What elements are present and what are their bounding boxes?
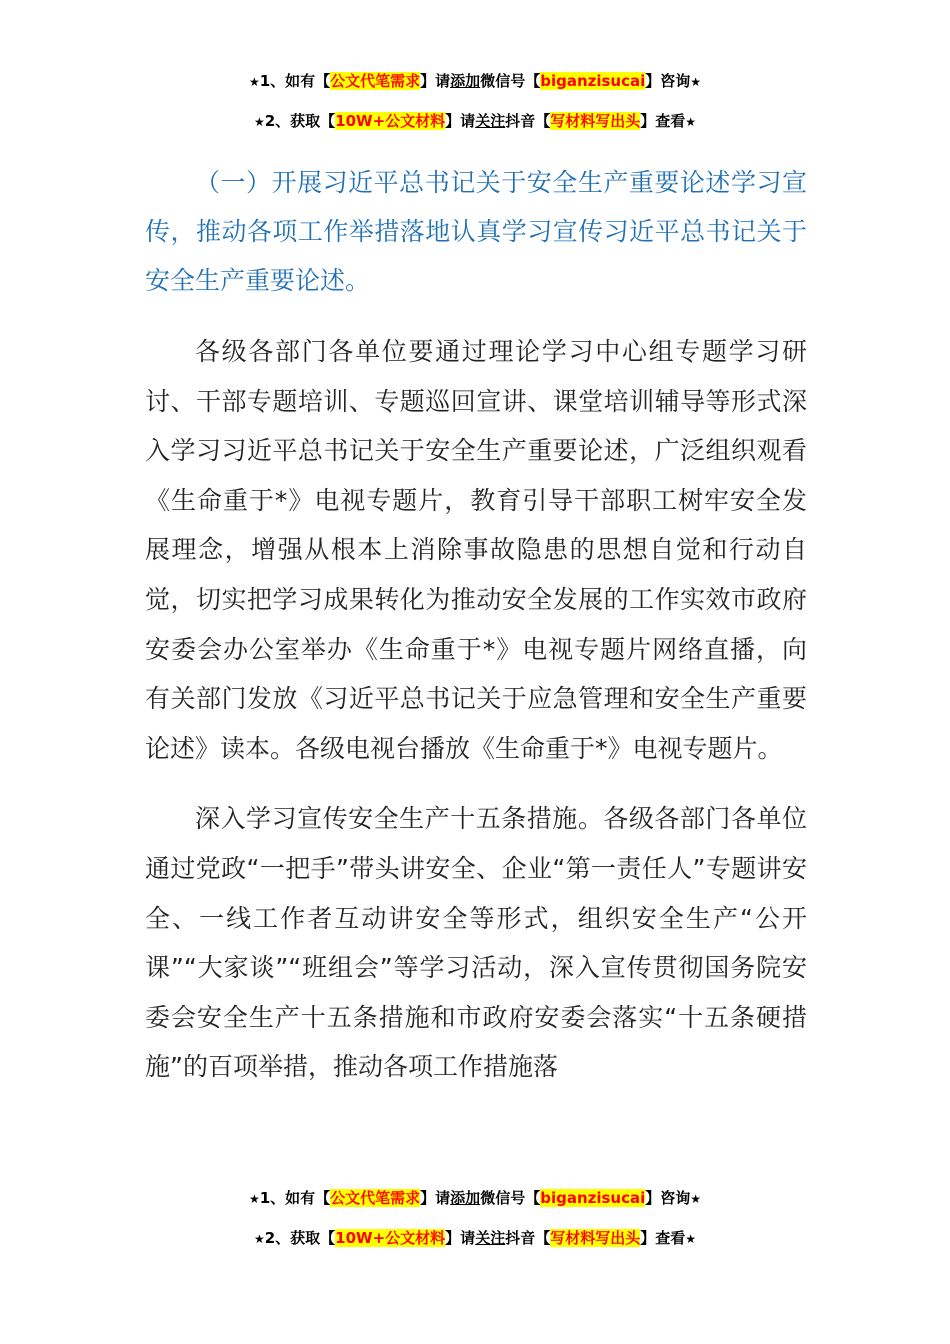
- banner-line-2: [0, 101, 950, 141]
- star-icon: ★: [248, 75, 260, 89]
- highlight-materials: 10W+公文材料: [335, 112, 446, 130]
- banner-text: 微信号【: [480, 1189, 541, 1207]
- star-icon: ★: [685, 1232, 697, 1246]
- banner-line-2: [0, 1218, 950, 1258]
- underlined-text: 关注: [475, 112, 506, 130]
- star-icon: ★: [690, 1192, 702, 1206]
- banner-text: 抖音【: [505, 112, 551, 130]
- top-banner: [0, 61, 950, 141]
- banner-text: 】查看: [640, 112, 686, 130]
- underlined-text: 添加: [450, 72, 481, 90]
- banner-text: 】请: [445, 1229, 476, 1247]
- banner-text: 1、如有【: [259, 72, 331, 90]
- banner-text: 】请: [445, 112, 476, 130]
- banner-text: 】咨询: [645, 72, 691, 90]
- underlined-text: 关注: [475, 1229, 506, 1247]
- bottom-banner: [0, 1178, 950, 1258]
- banner-line-1: [0, 61, 950, 101]
- paragraph-1: 各级各部门各单位要通过理论学习中心组专题学习研讨、干部专题培训、专题巡回宣讲、课堂培训辅导等形式深入学习习近平总书记关于安全生产重要论述，广泛组织观看《生命重于*》电视专题片，教育引导干部职工树牢安全发展理念，增强从根本上消除事故隐患的思想自觉和行动自觉，切实把学习成果转化为推动安全发展的工作实效市政府安委会办公室举办《生命重于*》电视专题片网络直播，向有关部门发放《习近平总书记关于应急管理和安全生产重要论述》读本。各级电视台播放《生命重于*》电视专题片。: [145, 337, 807, 763]
- banner-text: 2、获取【: [264, 1229, 336, 1247]
- banner-text: 2、获取【: [264, 112, 336, 130]
- highlight-service: 公文代笔需求: [330, 72, 421, 90]
- highlight-douyin: 写材料写出头: [550, 112, 641, 130]
- document-body: [145, 158, 807, 1113]
- banner-text: 】请: [420, 1189, 451, 1207]
- banner-text: 微信号【: [480, 72, 541, 90]
- banner-text: 】咨询: [645, 1189, 691, 1207]
- star-icon: ★: [248, 1192, 260, 1206]
- highlight-service: 公文代笔需求: [330, 1189, 421, 1207]
- banner-text: 1、如有【: [259, 1189, 331, 1207]
- star-icon: ★: [253, 115, 265, 129]
- star-icon: ★: [253, 1232, 265, 1246]
- star-icon: ★: [690, 75, 702, 89]
- highlight-materials: 10W+公文材料: [335, 1229, 446, 1247]
- highlight-douyin: 写材料写出头: [550, 1229, 641, 1247]
- paragraph-2: 深入学习宣传安全生产十五条措施。各级各部门各单位通过党政“一把手”带头讲安全、企业“第一责任人”专题讲安全、一线工作者互动讲安全等形式，组织安全生产“公开课”“大家谈”“班组会”等学习活动，深入宣传贯彻国务院安委会安全生产十五条措施和市政府安委会落实“十五条硬措施”的百项举措，推动各项工作措施落: [145, 804, 807, 1082]
- underlined-text: 添加: [450, 1189, 481, 1207]
- section-heading: （一）开展习近平总书记关于安全生产重要论述学习宣传，推动各项工作举措落地认真学习宣传习近平总书记关于安全生产重要论述。: [145, 168, 807, 295]
- banner-line-1: [0, 1178, 950, 1218]
- highlight-wechat-id: biganzisucai: [540, 72, 646, 90]
- banner-text: 抖音【: [505, 1229, 551, 1247]
- highlight-wechat-id: biganzisucai: [540, 1189, 646, 1207]
- star-icon: ★: [685, 115, 697, 129]
- banner-text: 】请: [420, 72, 451, 90]
- banner-text: 】查看: [640, 1229, 686, 1247]
